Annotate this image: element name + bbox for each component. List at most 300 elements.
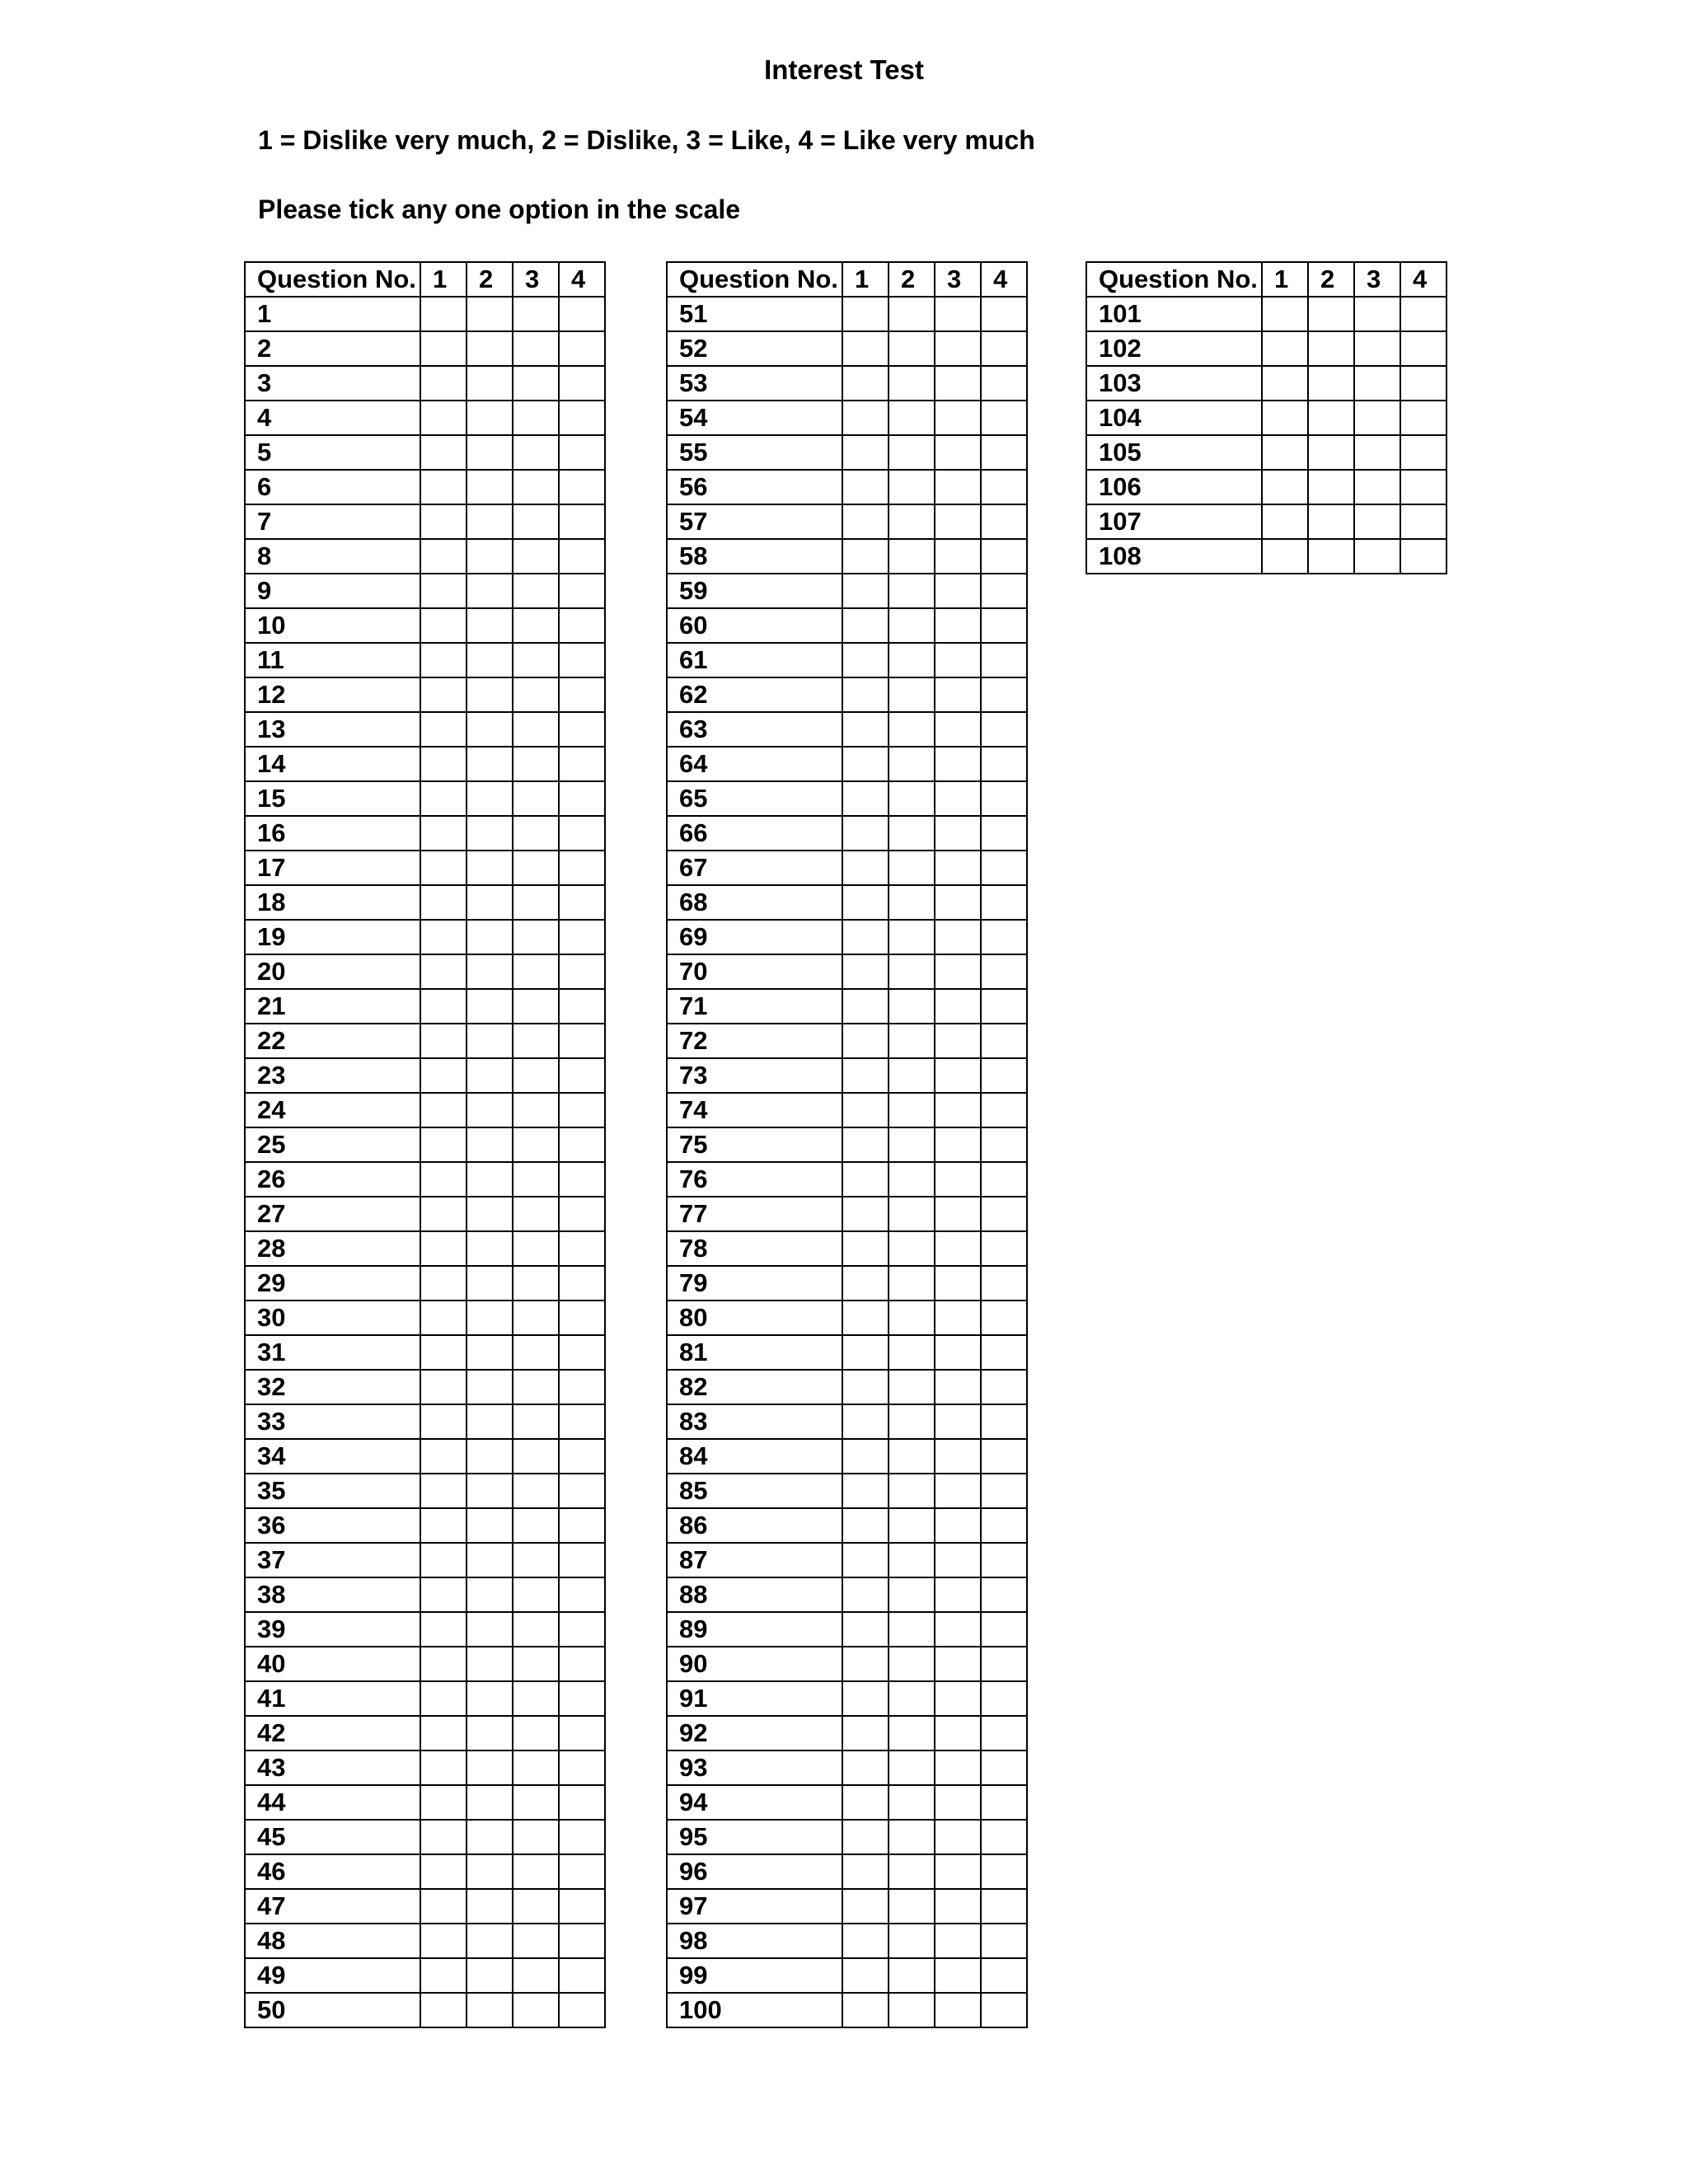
answer-cell-option-1[interactable] xyxy=(842,1958,889,1993)
answer-cell-option-1[interactable] xyxy=(842,608,889,643)
answer-cell-option-1[interactable] xyxy=(420,1785,467,1820)
answer-cell-option-1[interactable] xyxy=(842,1889,889,1924)
answer-cell-option-1[interactable] xyxy=(842,1231,889,1266)
answer-cell-option-1[interactable] xyxy=(420,712,467,747)
answer-cell-option-2[interactable] xyxy=(889,1197,935,1231)
answer-cell-option-2[interactable] xyxy=(467,1474,513,1508)
answer-cell-option-2[interactable] xyxy=(467,677,513,712)
answer-cell-option-1[interactable] xyxy=(420,1958,467,1993)
answer-cell-option-4[interactable] xyxy=(559,1785,605,1820)
answer-cell-option-2[interactable] xyxy=(467,781,513,816)
answer-cell-option-2[interactable] xyxy=(889,1993,935,2027)
answer-cell-option-4[interactable] xyxy=(981,608,1027,643)
answer-cell-option-2[interactable] xyxy=(467,1854,513,1889)
answer-cell-option-1[interactable] xyxy=(420,574,467,608)
answer-cell-option-3[interactable] xyxy=(513,1197,559,1231)
answer-cell-option-4[interactable] xyxy=(559,643,605,677)
answer-cell-option-4[interactable] xyxy=(559,1958,605,1993)
answer-cell-option-4[interactable] xyxy=(559,1093,605,1127)
answer-cell-option-4[interactable] xyxy=(559,920,605,954)
answer-cell-option-2[interactable] xyxy=(889,1889,935,1924)
answer-cell-option-4[interactable] xyxy=(981,1543,1027,1577)
answer-cell-option-2[interactable] xyxy=(467,712,513,747)
answer-cell-option-1[interactable] xyxy=(1262,539,1308,574)
answer-cell-option-1[interactable] xyxy=(420,1612,467,1647)
answer-cell-option-2[interactable] xyxy=(889,331,935,366)
answer-cell-option-2[interactable] xyxy=(889,1647,935,1681)
answer-cell-option-2[interactable] xyxy=(889,574,935,608)
answer-cell-option-4[interactable] xyxy=(559,816,605,851)
answer-cell-option-3[interactable] xyxy=(513,1820,559,1854)
answer-cell-option-1[interactable] xyxy=(420,643,467,677)
answer-cell-option-2[interactable] xyxy=(889,297,935,331)
answer-cell-option-1[interactable] xyxy=(420,1647,467,1681)
answer-cell-option-3[interactable] xyxy=(513,781,559,816)
answer-cell-option-3[interactable] xyxy=(513,1681,559,1716)
answer-cell-option-4[interactable] xyxy=(559,608,605,643)
answer-cell-option-3[interactable] xyxy=(935,574,981,608)
answer-cell-option-2[interactable] xyxy=(467,1404,513,1439)
answer-cell-option-1[interactable] xyxy=(420,1231,467,1266)
answer-cell-option-4[interactable] xyxy=(559,1301,605,1335)
answer-cell-option-3[interactable] xyxy=(935,1370,981,1404)
answer-cell-option-4[interactable] xyxy=(559,1335,605,1370)
answer-cell-option-1[interactable] xyxy=(420,816,467,851)
answer-cell-option-4[interactable] xyxy=(981,781,1027,816)
answer-cell-option-1[interactable] xyxy=(420,1439,467,1474)
answer-cell-option-1[interactable] xyxy=(420,1404,467,1439)
answer-cell-option-2[interactable] xyxy=(889,1716,935,1750)
answer-cell-option-2[interactable] xyxy=(467,1889,513,1924)
answer-cell-option-1[interactable] xyxy=(420,1889,467,1924)
answer-cell-option-3[interactable] xyxy=(513,608,559,643)
answer-cell-option-2[interactable] xyxy=(889,816,935,851)
answer-cell-option-1[interactable] xyxy=(420,1750,467,1785)
answer-cell-option-4[interactable] xyxy=(559,677,605,712)
answer-cell-option-3[interactable] xyxy=(935,401,981,435)
answer-cell-option-4[interactable] xyxy=(559,1508,605,1543)
answer-cell-option-3[interactable] xyxy=(513,1543,559,1577)
answer-cell-option-1[interactable] xyxy=(420,677,467,712)
answer-cell-option-4[interactable] xyxy=(559,1231,605,1266)
answer-cell-option-1[interactable] xyxy=(420,435,467,470)
answer-cell-option-4[interactable] xyxy=(559,1197,605,1231)
answer-cell-option-4[interactable] xyxy=(559,1889,605,1924)
answer-cell-option-2[interactable] xyxy=(889,643,935,677)
answer-cell-option-3[interactable] xyxy=(513,1993,559,2027)
answer-cell-option-4[interactable] xyxy=(981,954,1027,989)
answer-cell-option-4[interactable] xyxy=(981,1024,1027,1058)
answer-cell-option-3[interactable] xyxy=(935,1474,981,1508)
answer-cell-option-2[interactable] xyxy=(467,1301,513,1335)
answer-cell-option-2[interactable] xyxy=(467,1335,513,1370)
answer-cell-option-3[interactable] xyxy=(513,989,559,1024)
answer-cell-option-4[interactable] xyxy=(981,747,1027,781)
answer-cell-option-2[interactable] xyxy=(467,1750,513,1785)
answer-cell-option-1[interactable] xyxy=(842,539,889,574)
answer-cell-option-2[interactable] xyxy=(467,1231,513,1266)
answer-cell-option-3[interactable] xyxy=(513,643,559,677)
answer-cell-option-4[interactable] xyxy=(981,470,1027,504)
answer-cell-option-2[interactable] xyxy=(889,1127,935,1162)
answer-cell-option-1[interactable] xyxy=(842,366,889,401)
answer-cell-option-1[interactable] xyxy=(842,1024,889,1058)
answer-cell-option-1[interactable] xyxy=(420,1266,467,1301)
answer-cell-option-3[interactable] xyxy=(935,1231,981,1266)
answer-cell-option-2[interactable] xyxy=(889,1854,935,1889)
answer-cell-option-3[interactable] xyxy=(935,1958,981,1993)
answer-cell-option-1[interactable] xyxy=(420,1993,467,2027)
answer-cell-option-3[interactable] xyxy=(935,1785,981,1820)
answer-cell-option-2[interactable] xyxy=(467,1543,513,1577)
answer-cell-option-3[interactable] xyxy=(513,1301,559,1335)
answer-cell-option-1[interactable] xyxy=(842,643,889,677)
answer-cell-option-4[interactable] xyxy=(981,1508,1027,1543)
answer-cell-option-3[interactable] xyxy=(513,1231,559,1266)
answer-cell-option-4[interactable] xyxy=(559,1854,605,1889)
answer-cell-option-3[interactable] xyxy=(513,366,559,401)
answer-cell-option-3[interactable] xyxy=(935,677,981,712)
answer-cell-option-4[interactable] xyxy=(1400,539,1447,574)
answer-cell-option-3[interactable] xyxy=(513,539,559,574)
answer-cell-option-3[interactable] xyxy=(935,297,981,331)
answer-cell-option-4[interactable] xyxy=(559,747,605,781)
answer-cell-option-3[interactable] xyxy=(935,816,981,851)
answer-cell-option-4[interactable] xyxy=(1400,331,1447,366)
answer-cell-option-3[interactable] xyxy=(935,1266,981,1301)
answer-cell-option-3[interactable] xyxy=(513,1024,559,1058)
answer-cell-option-3[interactable] xyxy=(935,1681,981,1716)
answer-cell-option-3[interactable] xyxy=(513,1647,559,1681)
answer-cell-option-2[interactable] xyxy=(467,1127,513,1162)
answer-cell-option-2[interactable] xyxy=(467,1612,513,1647)
answer-cell-option-4[interactable] xyxy=(559,1924,605,1958)
answer-cell-option-2[interactable] xyxy=(889,366,935,401)
answer-cell-option-3[interactable] xyxy=(935,1716,981,1750)
answer-cell-option-2[interactable] xyxy=(889,1231,935,1266)
answer-cell-option-1[interactable] xyxy=(842,1716,889,1750)
answer-cell-option-2[interactable] xyxy=(889,989,935,1024)
answer-cell-option-2[interactable] xyxy=(889,1093,935,1127)
answer-cell-option-3[interactable] xyxy=(1354,297,1400,331)
answer-cell-option-1[interactable] xyxy=(842,747,889,781)
answer-cell-option-3[interactable] xyxy=(513,1889,559,1924)
answer-cell-option-3[interactable] xyxy=(935,1439,981,1474)
answer-cell-option-4[interactable] xyxy=(981,1924,1027,1958)
answer-cell-option-1[interactable] xyxy=(842,1093,889,1127)
answer-cell-option-1[interactable] xyxy=(420,1716,467,1750)
answer-cell-option-4[interactable] xyxy=(981,1993,1027,2027)
answer-cell-option-4[interactable] xyxy=(559,1266,605,1301)
answer-cell-option-2[interactable] xyxy=(467,435,513,470)
answer-cell-option-3[interactable] xyxy=(513,331,559,366)
answer-cell-option-4[interactable] xyxy=(559,781,605,816)
answer-cell-option-4[interactable] xyxy=(981,1231,1027,1266)
answer-cell-option-2[interactable] xyxy=(1308,331,1354,366)
answer-cell-option-1[interactable] xyxy=(842,1439,889,1474)
answer-cell-option-2[interactable] xyxy=(467,1508,513,1543)
answer-cell-option-4[interactable] xyxy=(559,1127,605,1162)
answer-cell-option-2[interactable] xyxy=(889,1404,935,1439)
answer-cell-option-1[interactable] xyxy=(842,989,889,1024)
answer-cell-option-4[interactable] xyxy=(981,816,1027,851)
answer-cell-option-3[interactable] xyxy=(935,747,981,781)
answer-cell-option-4[interactable] xyxy=(981,885,1027,920)
answer-cell-option-4[interactable] xyxy=(981,1647,1027,1681)
answer-cell-option-2[interactable] xyxy=(467,1058,513,1093)
answer-cell-option-2[interactable] xyxy=(467,1024,513,1058)
answer-cell-option-2[interactable] xyxy=(467,539,513,574)
answer-cell-option-1[interactable] xyxy=(842,1127,889,1162)
answer-cell-option-4[interactable] xyxy=(981,920,1027,954)
answer-cell-option-3[interactable] xyxy=(935,1058,981,1093)
answer-cell-option-1[interactable] xyxy=(420,1577,467,1612)
answer-cell-option-3[interactable] xyxy=(1354,401,1400,435)
answer-cell-option-4[interactable] xyxy=(981,1404,1027,1439)
answer-cell-option-1[interactable] xyxy=(842,1820,889,1854)
answer-cell-option-4[interactable] xyxy=(981,1370,1027,1404)
answer-cell-option-3[interactable] xyxy=(935,712,981,747)
answer-cell-option-3[interactable] xyxy=(513,920,559,954)
answer-cell-option-1[interactable] xyxy=(420,470,467,504)
answer-cell-option-1[interactable] xyxy=(420,1162,467,1197)
answer-cell-option-2[interactable] xyxy=(889,539,935,574)
answer-cell-option-1[interactable] xyxy=(420,954,467,989)
answer-cell-option-3[interactable] xyxy=(513,677,559,712)
answer-cell-option-4[interactable] xyxy=(981,643,1027,677)
answer-cell-option-1[interactable] xyxy=(420,366,467,401)
answer-cell-option-2[interactable] xyxy=(889,1439,935,1474)
answer-cell-option-2[interactable] xyxy=(467,1681,513,1716)
answer-cell-option-2[interactable] xyxy=(889,1301,935,1335)
answer-cell-option-1[interactable] xyxy=(842,1162,889,1197)
answer-cell-option-1[interactable] xyxy=(842,470,889,504)
answer-cell-option-4[interactable] xyxy=(559,989,605,1024)
answer-cell-option-2[interactable] xyxy=(889,1577,935,1612)
answer-cell-option-4[interactable] xyxy=(559,470,605,504)
answer-cell-option-4[interactable] xyxy=(559,366,605,401)
answer-cell-option-1[interactable] xyxy=(420,1093,467,1127)
answer-cell-option-4[interactable] xyxy=(559,331,605,366)
answer-cell-option-2[interactable] xyxy=(889,470,935,504)
answer-cell-option-1[interactable] xyxy=(842,954,889,989)
answer-cell-option-1[interactable] xyxy=(420,1024,467,1058)
answer-cell-option-1[interactable] xyxy=(420,1474,467,1508)
answer-cell-option-2[interactable] xyxy=(889,954,935,989)
answer-cell-option-4[interactable] xyxy=(559,1370,605,1404)
answer-cell-option-4[interactable] xyxy=(559,1577,605,1612)
answer-cell-option-4[interactable] xyxy=(559,954,605,989)
answer-cell-option-2[interactable] xyxy=(889,1474,935,1508)
answer-cell-option-2[interactable] xyxy=(889,608,935,643)
answer-cell-option-3[interactable] xyxy=(513,1439,559,1474)
answer-cell-option-1[interactable] xyxy=(842,1301,889,1335)
answer-cell-option-2[interactable] xyxy=(889,1266,935,1301)
answer-cell-option-4[interactable] xyxy=(981,851,1027,885)
answer-cell-option-3[interactable] xyxy=(513,470,559,504)
answer-cell-option-1[interactable] xyxy=(420,1058,467,1093)
answer-cell-option-3[interactable] xyxy=(935,608,981,643)
answer-cell-option-3[interactable] xyxy=(935,920,981,954)
answer-cell-option-4[interactable] xyxy=(559,712,605,747)
answer-cell-option-4[interactable] xyxy=(981,1612,1027,1647)
answer-cell-option-4[interactable] xyxy=(1400,297,1447,331)
answer-cell-option-4[interactable] xyxy=(981,1058,1027,1093)
answer-cell-option-1[interactable] xyxy=(420,1543,467,1577)
answer-cell-option-3[interactable] xyxy=(1354,504,1400,539)
answer-cell-option-2[interactable] xyxy=(467,1162,513,1197)
answer-cell-option-3[interactable] xyxy=(513,1958,559,1993)
answer-cell-option-3[interactable] xyxy=(513,1577,559,1612)
answer-cell-option-3[interactable] xyxy=(513,1058,559,1093)
answer-cell-option-3[interactable] xyxy=(935,435,981,470)
answer-cell-option-4[interactable] xyxy=(981,1785,1027,1820)
answer-cell-option-1[interactable] xyxy=(842,1197,889,1231)
answer-cell-option-2[interactable] xyxy=(467,1924,513,1958)
answer-cell-option-1[interactable] xyxy=(420,747,467,781)
answer-cell-option-3[interactable] xyxy=(935,1543,981,1577)
answer-cell-option-3[interactable] xyxy=(513,504,559,539)
answer-cell-option-1[interactable] xyxy=(842,331,889,366)
answer-cell-option-1[interactable] xyxy=(1262,470,1308,504)
answer-cell-option-4[interactable] xyxy=(981,1716,1027,1750)
answer-cell-option-4[interactable] xyxy=(559,435,605,470)
answer-cell-option-3[interactable] xyxy=(935,331,981,366)
answer-cell-option-4[interactable] xyxy=(981,1681,1027,1716)
answer-cell-option-2[interactable] xyxy=(467,1093,513,1127)
answer-cell-option-4[interactable] xyxy=(559,574,605,608)
answer-cell-option-2[interactable] xyxy=(889,435,935,470)
answer-cell-option-3[interactable] xyxy=(513,297,559,331)
answer-cell-option-1[interactable] xyxy=(842,1647,889,1681)
answer-cell-option-3[interactable] xyxy=(513,885,559,920)
answer-cell-option-3[interactable] xyxy=(513,1404,559,1439)
answer-cell-option-3[interactable] xyxy=(935,1889,981,1924)
answer-cell-option-2[interactable] xyxy=(1308,539,1354,574)
answer-cell-option-1[interactable] xyxy=(842,1474,889,1508)
answer-cell-option-2[interactable] xyxy=(889,1750,935,1785)
answer-cell-option-4[interactable] xyxy=(981,331,1027,366)
answer-cell-option-1[interactable] xyxy=(842,435,889,470)
answer-cell-option-4[interactable] xyxy=(1400,401,1447,435)
answer-cell-option-4[interactable] xyxy=(981,1335,1027,1370)
answer-cell-option-1[interactable] xyxy=(842,1681,889,1716)
answer-cell-option-2[interactable] xyxy=(467,1577,513,1612)
answer-cell-option-3[interactable] xyxy=(935,1612,981,1647)
answer-cell-option-2[interactable] xyxy=(467,1197,513,1231)
answer-cell-option-3[interactable] xyxy=(935,781,981,816)
answer-cell-option-1[interactable] xyxy=(842,816,889,851)
answer-cell-option-4[interactable] xyxy=(559,1716,605,1750)
answer-cell-option-1[interactable] xyxy=(420,781,467,816)
answer-cell-option-2[interactable] xyxy=(467,989,513,1024)
answer-cell-option-2[interactable] xyxy=(467,1958,513,1993)
answer-cell-option-4[interactable] xyxy=(981,1093,1027,1127)
answer-cell-option-2[interactable] xyxy=(889,781,935,816)
answer-cell-option-3[interactable] xyxy=(513,1612,559,1647)
answer-cell-option-4[interactable] xyxy=(559,1162,605,1197)
answer-cell-option-4[interactable] xyxy=(981,539,1027,574)
answer-cell-option-2[interactable] xyxy=(889,1820,935,1854)
answer-cell-option-3[interactable] xyxy=(513,851,559,885)
answer-cell-option-2[interactable] xyxy=(889,677,935,712)
answer-cell-option-3[interactable] xyxy=(513,1785,559,1820)
answer-cell-option-2[interactable] xyxy=(467,366,513,401)
answer-cell-option-3[interactable] xyxy=(513,1127,559,1162)
answer-cell-option-4[interactable] xyxy=(981,504,1027,539)
answer-cell-option-4[interactable] xyxy=(981,712,1027,747)
answer-cell-option-2[interactable] xyxy=(467,1647,513,1681)
answer-cell-option-4[interactable] xyxy=(559,1439,605,1474)
answer-cell-option-2[interactable] xyxy=(467,504,513,539)
answer-cell-option-2[interactable] xyxy=(889,1681,935,1716)
answer-cell-option-2[interactable] xyxy=(467,297,513,331)
answer-cell-option-4[interactable] xyxy=(559,1820,605,1854)
answer-cell-option-1[interactable] xyxy=(842,1404,889,1439)
answer-cell-option-2[interactable] xyxy=(467,954,513,989)
answer-cell-option-4[interactable] xyxy=(559,851,605,885)
answer-cell-option-1[interactable] xyxy=(842,1993,889,2027)
answer-cell-option-2[interactable] xyxy=(467,643,513,677)
answer-cell-option-1[interactable] xyxy=(420,1854,467,1889)
answer-cell-option-4[interactable] xyxy=(559,1647,605,1681)
answer-cell-option-4[interactable] xyxy=(981,1889,1027,1924)
answer-cell-option-4[interactable] xyxy=(559,1058,605,1093)
answer-cell-option-3[interactable] xyxy=(513,1093,559,1127)
answer-cell-option-3[interactable] xyxy=(935,989,981,1024)
answer-cell-option-1[interactable] xyxy=(420,401,467,435)
answer-cell-option-1[interactable] xyxy=(420,539,467,574)
answer-cell-option-3[interactable] xyxy=(935,1750,981,1785)
answer-cell-option-2[interactable] xyxy=(889,504,935,539)
answer-cell-option-1[interactable] xyxy=(420,885,467,920)
answer-cell-option-4[interactable] xyxy=(981,1197,1027,1231)
answer-cell-option-1[interactable] xyxy=(1262,366,1308,401)
answer-cell-option-3[interactable] xyxy=(513,747,559,781)
answer-cell-option-2[interactable] xyxy=(889,920,935,954)
answer-cell-option-4[interactable] xyxy=(981,1820,1027,1854)
answer-cell-option-4[interactable] xyxy=(981,989,1027,1024)
answer-cell-option-3[interactable] xyxy=(935,470,981,504)
answer-cell-option-3[interactable] xyxy=(935,851,981,885)
answer-cell-option-3[interactable] xyxy=(935,1162,981,1197)
answer-cell-option-1[interactable] xyxy=(842,1543,889,1577)
answer-cell-option-2[interactable] xyxy=(889,1370,935,1404)
answer-cell-option-1[interactable] xyxy=(420,504,467,539)
answer-cell-option-4[interactable] xyxy=(559,1750,605,1785)
answer-cell-option-3[interactable] xyxy=(935,1820,981,1854)
answer-cell-option-1[interactable] xyxy=(842,1370,889,1404)
answer-cell-option-4[interactable] xyxy=(559,1474,605,1508)
answer-cell-option-3[interactable] xyxy=(935,1127,981,1162)
answer-cell-option-1[interactable] xyxy=(1262,297,1308,331)
answer-cell-option-1[interactable] xyxy=(842,1785,889,1820)
answer-cell-option-4[interactable] xyxy=(981,1474,1027,1508)
answer-cell-option-2[interactable] xyxy=(889,851,935,885)
answer-cell-option-4[interactable] xyxy=(981,677,1027,712)
answer-cell-option-3[interactable] xyxy=(935,1024,981,1058)
answer-cell-option-1[interactable] xyxy=(420,1370,467,1404)
answer-cell-option-4[interactable] xyxy=(1400,366,1447,401)
answer-cell-option-2[interactable] xyxy=(467,851,513,885)
answer-cell-option-3[interactable] xyxy=(935,1647,981,1681)
answer-cell-option-2[interactable] xyxy=(467,1266,513,1301)
answer-cell-option-3[interactable] xyxy=(935,1093,981,1127)
answer-cell-option-3[interactable] xyxy=(513,1266,559,1301)
answer-cell-option-3[interactable] xyxy=(513,1854,559,1889)
answer-cell-option-4[interactable] xyxy=(981,1577,1027,1612)
answer-cell-option-4[interactable] xyxy=(981,1301,1027,1335)
